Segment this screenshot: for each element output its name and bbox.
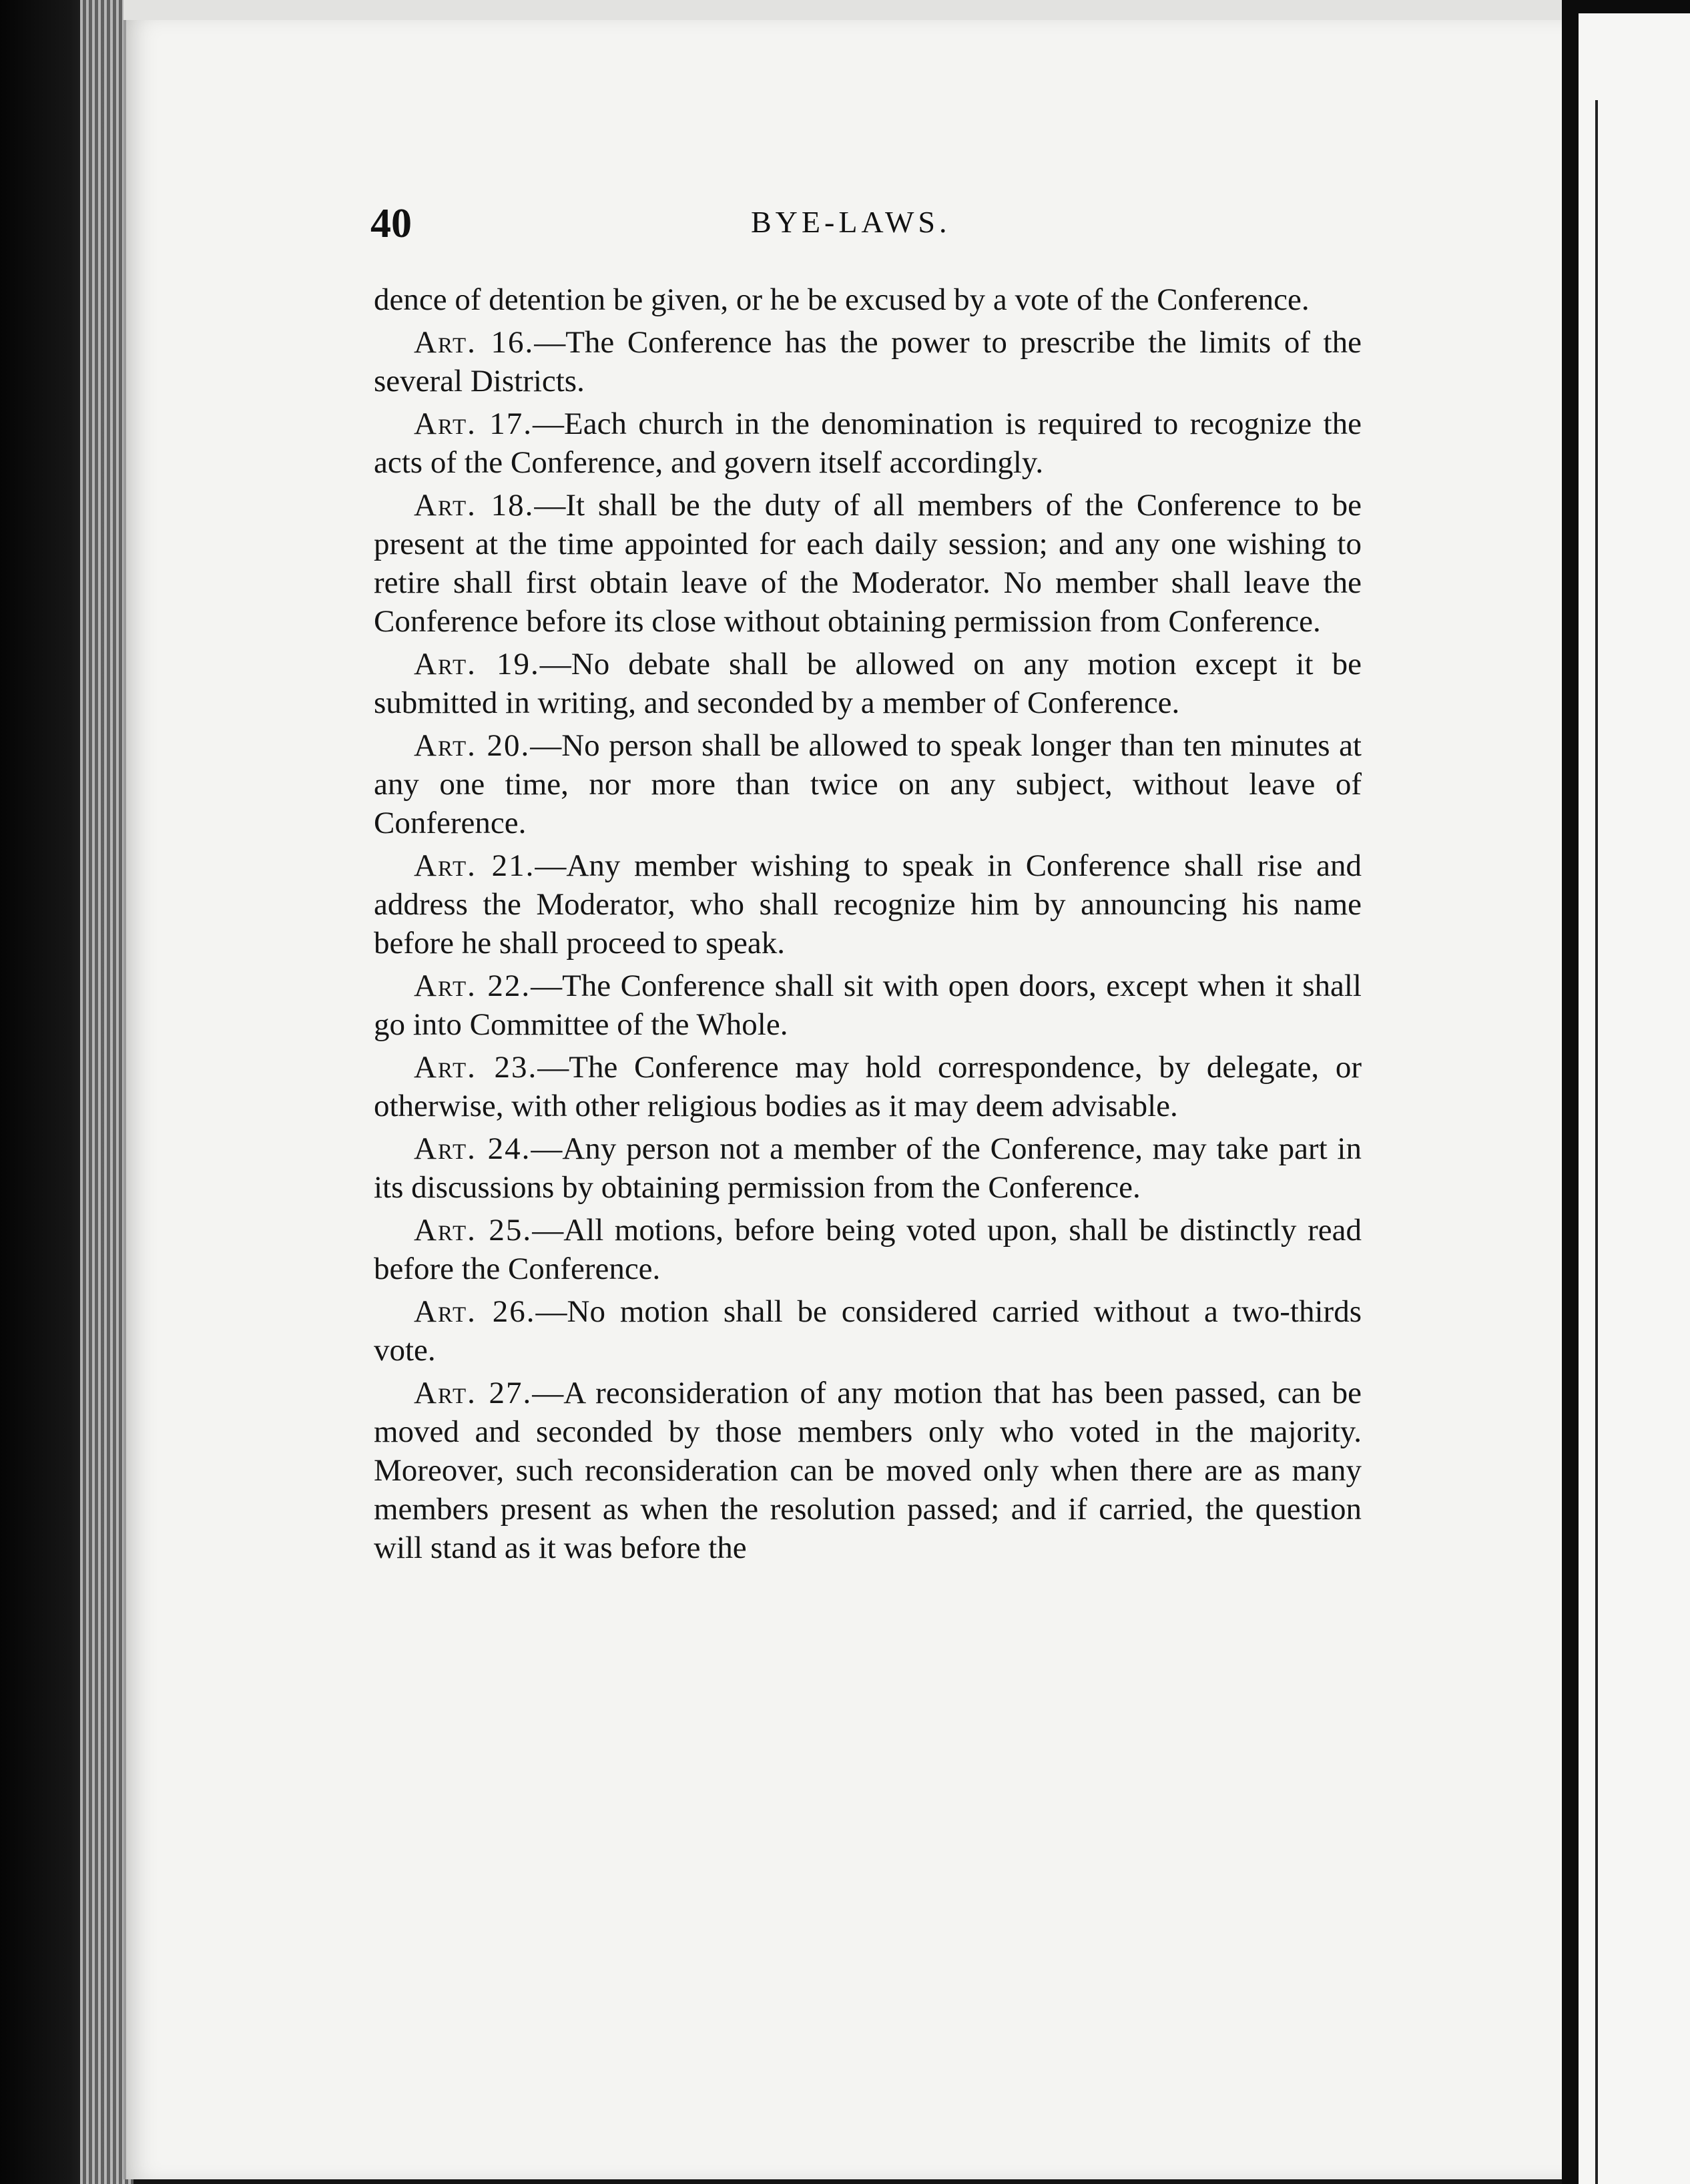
article-26: [374, 1292, 1362, 1370]
article-text: —No person shall be allowed to speak longer than ten minutes at any one time, nor more than twice on any subject, without leave of Conference.: [374, 728, 1362, 840]
article-label: Art. 17.: [414, 406, 533, 441]
article-text: —No motion shall be considered carried without a two-thirds vote.: [374, 1294, 1362, 1368]
page-header: [370, 200, 1358, 260]
article-label: Art. 22.: [414, 969, 531, 1003]
article-18: [374, 486, 1362, 641]
article-text: —No debate shall be allowed on any motion except it be submitted in writing, and seconded by a member of Conference.: [374, 647, 1362, 720]
article-text: —Any person not a member of the Conference, may take part in its discussions by obtaining permission from the Conference.: [374, 1131, 1362, 1205]
article-22: [374, 967, 1362, 1044]
article-label: Art. 19.: [414, 647, 540, 681]
article-label: Art. 26.: [414, 1294, 536, 1329]
article-label: Art. 16.: [414, 325, 535, 360]
article-text: —All motions, before being voted upon, shall be distinctly read before the Conference.: [374, 1213, 1362, 1286]
page-body: [374, 280, 1362, 1571]
article-27: [374, 1374, 1362, 1567]
running-head: BYE-LAWS.: [751, 205, 951, 239]
article-23: [374, 1048, 1362, 1125]
article-label: Art. 24.: [414, 1131, 531, 1166]
article-text: —Each church in the denomination is required to recognize the acts of the Conference, and govern itself accordingly.: [374, 406, 1362, 480]
page-number: 40: [370, 201, 412, 246]
article-label: Art. 23.: [414, 1050, 538, 1085]
article-24: [374, 1129, 1362, 1207]
article-text: —The Conference has the power to prescribe the limits of the several Districts.: [374, 325, 1362, 398]
top-margin: [123, 0, 1562, 23]
article-25: [374, 1211, 1362, 1288]
article-label: Art. 21.: [414, 848, 535, 883]
paragraph-text: dence of detention be given, or he be excused by a vote of the Conference.: [374, 282, 1310, 317]
paragraph-continuation: [374, 280, 1362, 319]
article-21: [374, 846, 1362, 963]
article-text: —The Conference shall sit with open doors, except when it shall go into Committee of the Whole.: [374, 969, 1362, 1042]
article-20: [374, 726, 1362, 842]
article-label: Art. 25.: [414, 1213, 533, 1248]
article-text: —The Conference may hold correspondence, by delegate, or otherwise, with other religious bodies as it may deem advisable.: [374, 1050, 1362, 1123]
article-label: Art. 20.: [414, 728, 531, 763]
article-text: —A reconsideration of any motion that has been passed, can be moved and seconded by those members only who voted in the majority. Moreover, such reconsideration can be moved only when there are as many members present as when the resolution passed; and if carried, the question will stand as it was before the: [374, 1376, 1362, 1565]
article-label: Art. 27.: [414, 1376, 533, 1410]
facing-page-border: [1595, 100, 1598, 2184]
article-text: —It shall be the duty of all members of the Conference to be present at the time appointed for each daily session; and any one wishing to retire shall first obtain leave of the Moderator. No member shall leave the Conference before its close without obtaining permission from Conference.: [374, 488, 1362, 639]
article-16: [374, 323, 1362, 400]
article-text: —Any member wishing to speak in Conference shall rise and address the Moderator, who shall recognize him by announcing his name before he shall proceed to speak.: [374, 848, 1362, 961]
article-label: Art. 18.: [414, 488, 535, 523]
article-19: [374, 645, 1362, 722]
article-17: [374, 404, 1362, 482]
